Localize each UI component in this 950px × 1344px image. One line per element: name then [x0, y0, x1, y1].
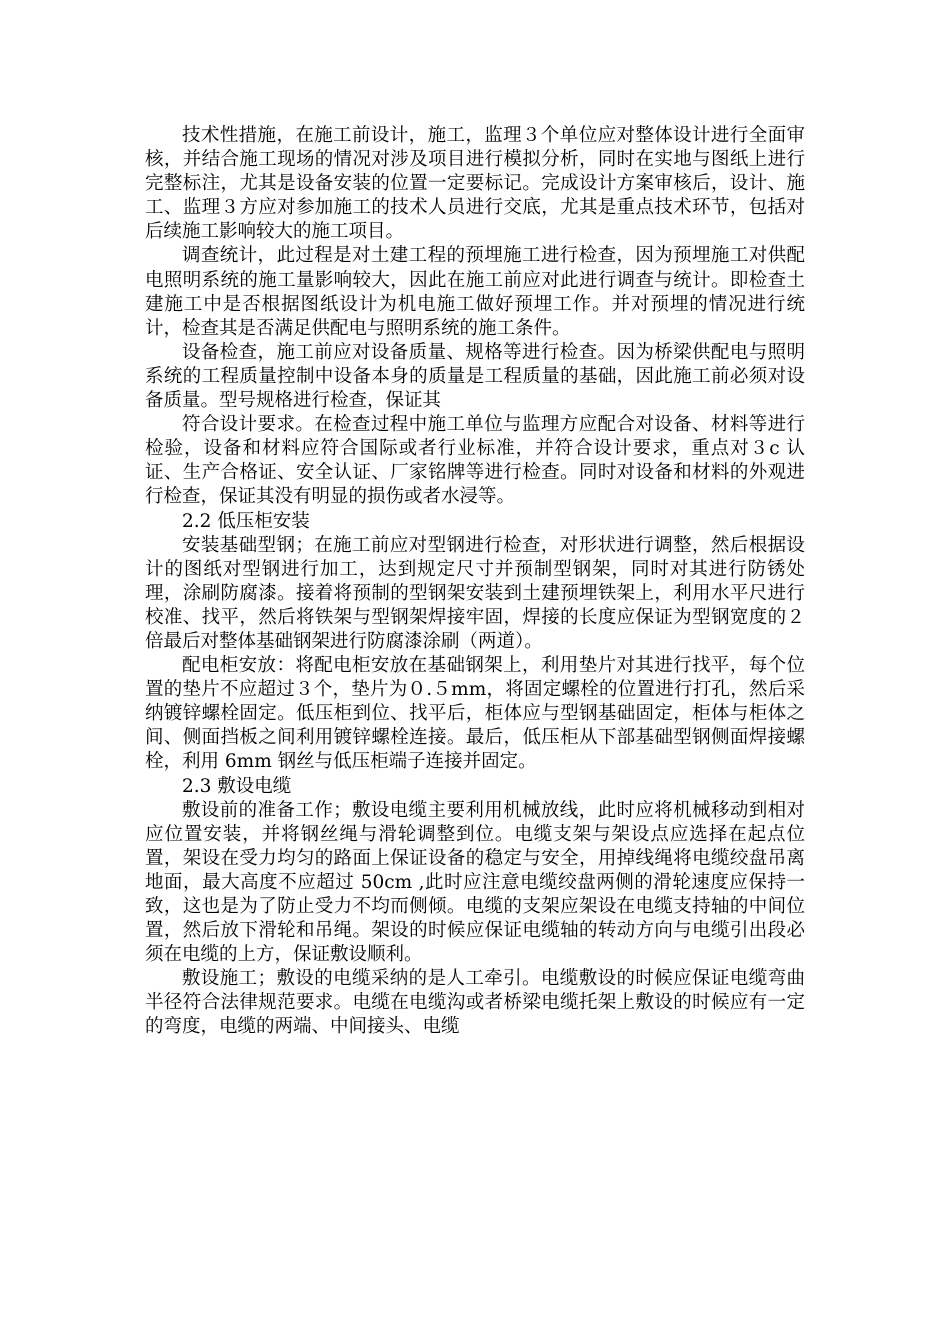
paragraph-design-requirements: 符合设计要求。在检查过程中施工单位与监理方应配合对设备、材料等进行检验，设备和材料应符合国际或者行业标准，并符合设计要求，重点对３c 认证、生产合格证、安全认证、厂家铭牌等进行检查。同时对设备和材料的外观进行检查，保证其没有明显的损伤或者水浸等。 [145, 414, 805, 508]
paragraph-laying-preparation: 敷设前的准备工作；敷设电缆主要利用机械放线，此时应将机械移动到相对应位置安装，并将钢丝绳与滑轮调整到位。电缆支架与架设点应选择在起点位置，架设在受力均匀的路面上保证设备的稳定与安全，用掉线绳将电缆绞盘吊离地面，最大高度不应超过 50cm ,此时应注意电缆绞盘两侧的滑轮速度应保持一致，这也是为了防止受力不均而侧倾。电缆的支架应架设在电缆支持轴的中间位置，然后放下滑轮和吊绳。架设的时候应保证电缆轴的转动方向与电缆引出段必须在电缆的上方，保证敷设顺利。 [145, 799, 805, 966]
paragraph-equipment-inspection: 设备检查，施工前应对设备质量、规格等进行检查。因为桥梁供配电与照明系统的工程质量控制中设备本身的质量是工程质量的基础，因此施工前必须对设备质量。型号规格进行检查，保证其 [145, 341, 805, 412]
section-heading-low-voltage-cabinet: 2.2 低压柜安装 [182, 510, 310, 532]
document-body [145, 124, 805, 1040]
paragraph-survey-statistics: 调查统计，此过程是对土建工程的预埋施工进行检查，因为预埋施工对供配电照明系统的施工量影响较大，因此在施工前应对此进行调查与统计。即检查土建施工中是否根据图纸设计为机电施工做好预埋工作。并对预埋的情况进行统计，检查其是否满足供配电与照明系统的施工条件。 [145, 245, 805, 339]
paragraph-technical-measures: 技术性措施，在施工前设计，施工，监理３个单位应对整体设计进行全面审核，并结合施工现场的情况对涉及项目进行模拟分析，同时在实地与图纸上进行完整标注，尤其是设备安装的位置一定要标记。完成设计方案审核后，设计、施工、监理３方应对参加施工的技术人员进行交底，尤其是重点技术环节，包括对后续施工影响较大的施工项目。 [145, 125, 805, 243]
section-heading-cable-laying: 2.3 敷设电缆 [182, 775, 292, 797]
paragraph-cabinet-placement: 配电柜安放：将配电柜安放在基础钢架上，利用垫片对其进行找平，每个位置的垫片不应超过３个，垫片为０.５mm，将固定螺栓的位置进行打孔，然后采纳镀锌螺栓固定。低压柜到位、找平后，柜体应与型钢基础固定，柜体与柜体之间、侧面挡板之间利用镀锌螺栓连接。最后，低压柜从下部基础型钢侧面焊接螺栓，利用 6mm 钢丝与低压柜端子连接并固定。 [145, 655, 805, 773]
paragraph-laying-construction: 敷设施工；敷设的电缆采纳的是人工牵引。电缆敷设的时候应保证电缆弯曲半径符合法律规范要求。电缆在电缆沟或者桥梁电缆托架上敷设的时候应有一定的弯度，电缆的两端、中间接头、电缆 [145, 968, 805, 1038]
paragraph-base-steel-installation: 安装基础型钢；在施工前应对型钢进行检查，对形状进行调整，然后根据设计的图纸对型钢进行加工，达到规定尺寸并预制型钢架，同时对其进行防锈处理，涂刷防腐漆。接着将预制的型钢架安装到土建预埋铁架上，利用水平尺进行校准、找平，然后将铁架与型钢架焊接牢固，焊接的长度应保证为型钢宽度的２倍最后对整体基础钢架进行防腐漆涂刷（两道）。 [145, 534, 805, 652]
